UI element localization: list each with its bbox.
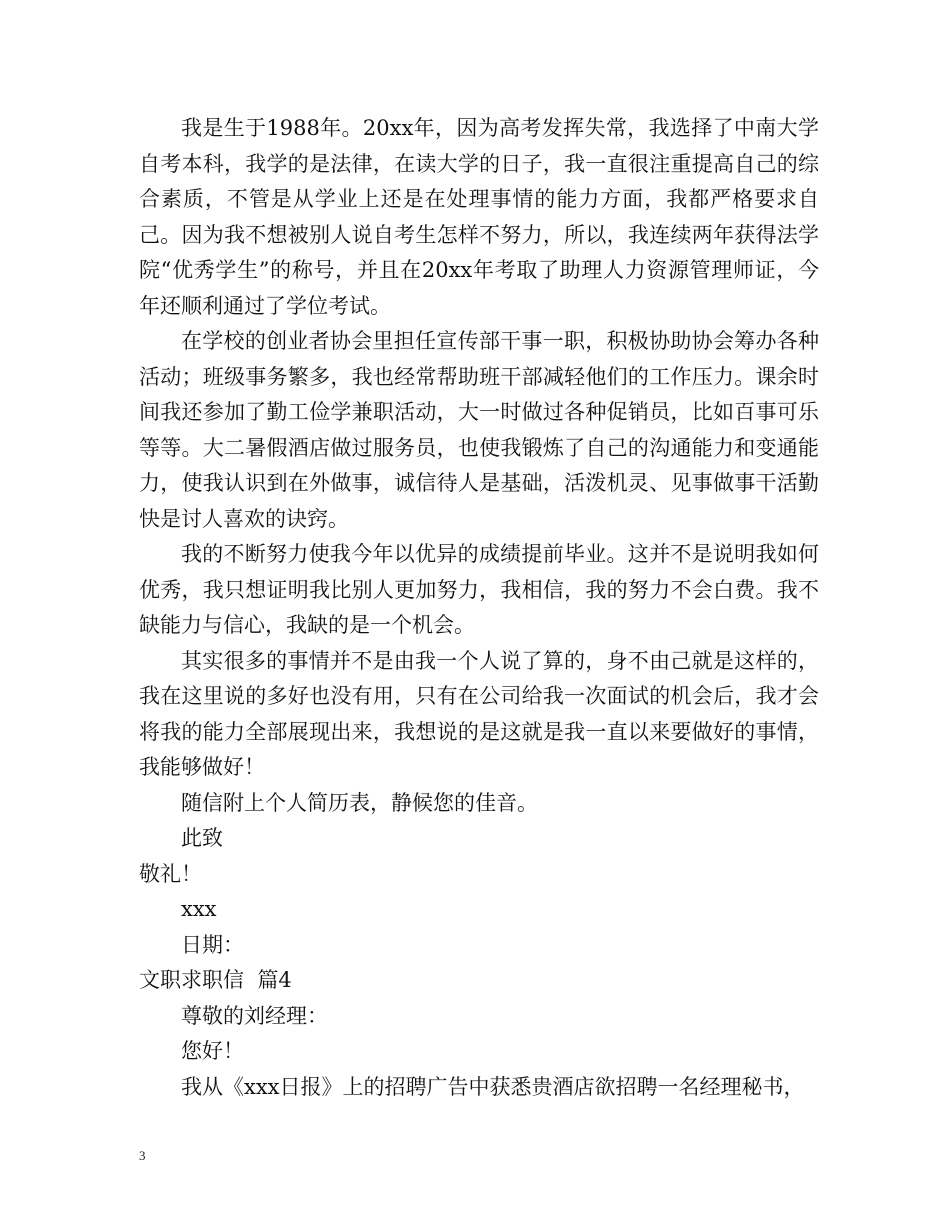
page-number: 3 <box>139 1148 146 1163</box>
document-body <box>139 111 819 1105</box>
signature: xxx <box>181 897 217 921</box>
opening-line: 我从《xxx日报》上的招聘广告中获悉贵酒店欲招聘一名经理秘书， <box>181 1074 805 1099</box>
salute: 敬礼！ <box>139 861 202 886</box>
paragraph-background: 我是生于1988年。20xx年，因为高考发挥失常，我选择了中南大学自考本科，我学的是法律，在读大学的日子，我一直很注重提高自己的综合素质，不管是从学业上还是在处理事情的能力方面，我都严格要求自己。因为我不想被别人说自考生怎样不努力，所以，我连续两年获得法学院“优秀学生”的称号，并且在20xx年考取了助理人力资源管理师证，今年还顺利通过了学位考试。 <box>139 116 819 318</box>
section-title: 文职求职信 篇4 <box>139 968 292 992</box>
paragraph-experience: 在学校的创业者协会里担任宣传部干事一职，积极协助协会筹办各种活动；班级事务繁多，我也经常帮助班干部减轻他们的工作压力。课余时间我还参加了勤工俭学兼职活动，大一时做过各种促销员，比如百事可乐等等。大二暑假酒店做过服务员，也使我锻炼了自己的沟通能力和变通能力，使我认识到在外做事，诚信待人是基础，活泼机灵、见事做事干活勤快是讨人喜欢的诀窍。 <box>139 329 819 531</box>
closing: 此致 <box>181 826 223 850</box>
greeting-name: 尊敬的刘经理： <box>181 1003 328 1028</box>
greeting: 您好！ <box>181 1039 244 1063</box>
paragraph-achievement: 我的不断努力使我今年以优异的成绩提前毕业。这并不是说明我如何优秀，我只想证明我比别人更加努力，我相信，我的努力不会白费。我不缺能力与信心，我缺的是一个机会。 <box>139 542 819 637</box>
attachment-note: 随信附上个人简历表，静候您的佳音。 <box>181 790 538 815</box>
paragraph-opportunity: 其实很多的事情并不是由我一个人说了算的，身不由己就是这样的，我在这里说的多好也没有用，只有在公司给我一次面试的机会后，我才会将我的能力全部展现出来，我想说的是这就是我一直以来要做好的事情，我能够做好！ <box>139 648 819 779</box>
date-label: 日期： <box>181 932 244 957</box>
